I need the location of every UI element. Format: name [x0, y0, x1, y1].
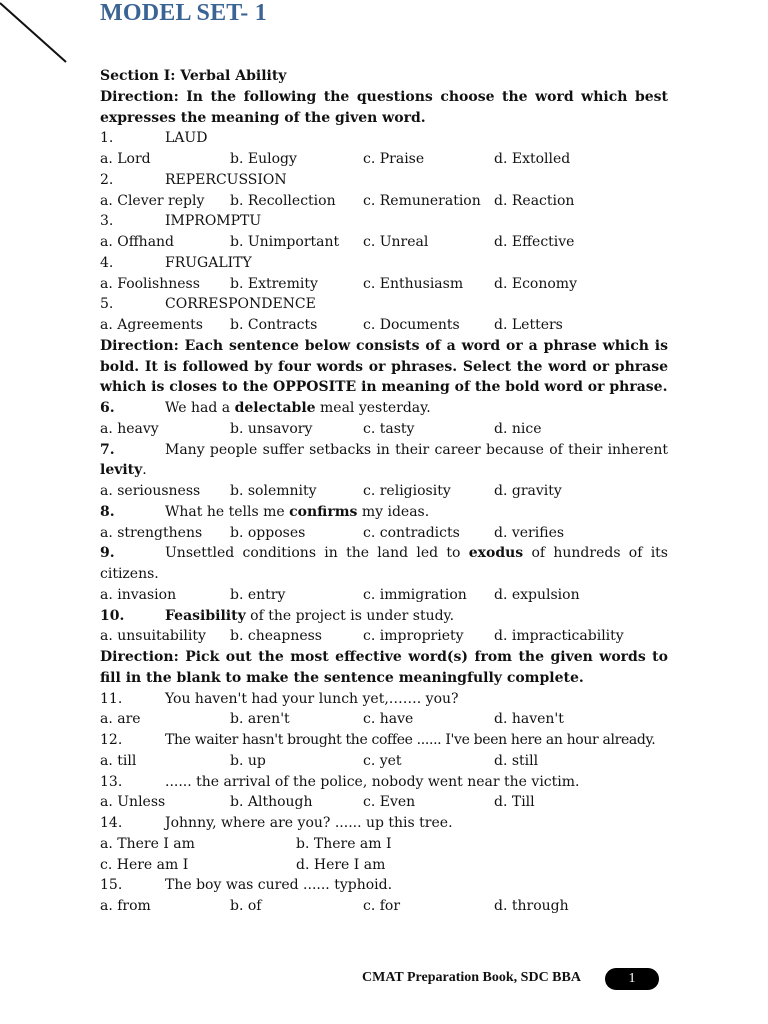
- corner-decoration-line: [0, 0, 70, 70]
- option-d: d. Till: [494, 794, 535, 811]
- question-7-continuation: levity.: [100, 462, 147, 479]
- question-7: 7. Many people suffer setbacks in their career because of their inherent: [100, 441, 668, 458]
- option-b: b. Eulogy: [230, 151, 297, 167]
- document-body: [100, 66, 668, 917]
- question-3-options: [100, 232, 668, 253]
- question-7-options: [100, 481, 668, 502]
- bold-word: Feasibility: [165, 607, 246, 624]
- question-13-options: [100, 792, 668, 813]
- option-c: c. religiosity: [363, 483, 451, 499]
- question-11: 11. You haven't had your lunch yet,……. you?: [100, 690, 459, 707]
- direction-fill-blank: Direction: Pick out the most effective word(s) from the given words to fill in the blank to make the sentence meaningfully complete.: [100, 649, 668, 686]
- question-4: 4. FRUGALITY: [100, 254, 252, 271]
- question-14-options-row1: [100, 834, 668, 855]
- option-b: b. Contracts: [230, 317, 318, 333]
- option-d: d. Extolled: [494, 151, 571, 167]
- option-d: d. Reaction: [494, 192, 575, 209]
- bold-word: levity: [100, 462, 143, 479]
- option-b: b. aren't: [230, 711, 290, 728]
- page-title: MODEL SET- 1: [100, 0, 267, 26]
- bold-word: exodus: [468, 545, 524, 562]
- question-13: 13. ...... the arrival of the police, nobody went near the victim.: [100, 773, 580, 790]
- option-a: a. Offhand: [100, 234, 175, 250]
- option-d: d. expulsion: [494, 586, 580, 603]
- option-a: a. heavy: [100, 420, 159, 437]
- question-4-options: [100, 274, 668, 295]
- option-a: a. Clever reply: [100, 192, 205, 209]
- option-d: d. Economy: [494, 275, 577, 292]
- option-c: c. Enthusiasm: [363, 275, 464, 292]
- option-a: a. seriousness: [100, 483, 201, 499]
- option-b: b. of: [230, 898, 262, 914]
- question-12-options: [100, 751, 668, 772]
- option-b: b. unsavory: [230, 420, 313, 437]
- option-d: d. Letters: [494, 317, 563, 333]
- option-c: c. contradicts: [363, 524, 460, 541]
- option-b: b. Unimportant: [230, 234, 340, 250]
- option-b: b. opposes: [230, 524, 306, 541]
- direction-synonyms: Direction: In the following the questions choose the word which best expresses the meaning of the given word.: [100, 88, 668, 126]
- option-c: c. immigration: [363, 586, 467, 603]
- option-d: d. haven't: [494, 711, 564, 728]
- option-d: d. impracticability: [494, 628, 624, 645]
- option-a: a. invasion: [100, 586, 177, 603]
- question-8: 8. What he tells me confirms my ideas.: [100, 503, 430, 520]
- option-a: a. are: [100, 711, 141, 728]
- page-number-badge: 1: [605, 968, 659, 990]
- option-d: d. Here I am: [296, 856, 386, 873]
- option-a: a. There I am: [100, 835, 195, 852]
- question-12: 12. The waiter hasn't brought the coffee ...... I've been here an hour already.: [100, 732, 656, 748]
- option-d: d. Effective: [494, 234, 575, 250]
- option-a: a. Agreements: [100, 317, 203, 333]
- question-2-options: [100, 191, 668, 212]
- option-d: d. gravity: [494, 483, 562, 499]
- question-5: 5. CORRESPONDENCE: [100, 296, 316, 313]
- option-c: c. tasty: [363, 420, 415, 437]
- question-1: 1. LAUD: [100, 130, 208, 147]
- option-a: a. Lord: [100, 151, 151, 167]
- question-8-options: [100, 523, 668, 544]
- option-c: c. Unreal: [363, 234, 429, 250]
- direction-antonyms: Direction: Each sentence below consists of a word or a phrase which is bold. It is followed by four words or phrases. Select the word or phrase which is closes to the OPPOSITE in meaning of the bold word or phrase.: [100, 337, 668, 396]
- question-9-options: [100, 585, 668, 606]
- question-3: 3. IMPROMPTU: [100, 213, 262, 230]
- option-c: c. Praise: [363, 151, 425, 167]
- question-15: 15. The boy was cured ...... typhoid.: [100, 877, 393, 894]
- option-c: c. yet: [363, 752, 402, 769]
- option-c: c. Here am I: [100, 856, 189, 873]
- option-d: d. nice: [494, 420, 542, 437]
- section-heading: Section I: Verbal Ability: [100, 68, 287, 84]
- question-6: 6. We had a delectable meal yesterday.: [100, 400, 431, 416]
- question-11-options: [100, 709, 668, 730]
- question-6-options: [100, 419, 668, 440]
- option-c: c. Remuneration: [363, 192, 481, 209]
- option-c: c. impropriety: [363, 628, 464, 645]
- option-b: b. up: [230, 752, 266, 769]
- option-d: d. through: [494, 898, 569, 914]
- question-5-options: [100, 315, 668, 336]
- option-c: c. have: [363, 711, 414, 728]
- option-a: a. from: [100, 898, 151, 914]
- question-10: 10. Feasibility of the project is under study.: [100, 607, 455, 624]
- option-b: b. entry: [230, 586, 286, 603]
- question-9: 9. Unsettled conditions in the land led to exodus of hundreds of its: [100, 545, 668, 562]
- question-14-options-row2: [100, 855, 668, 876]
- option-d: d. still: [494, 752, 539, 769]
- option-a: a. till: [100, 752, 137, 769]
- question-2: 2. REPERCUSSION: [100, 171, 287, 188]
- option-a: a. Foolishness: [100, 275, 200, 292]
- option-c: c. for: [363, 898, 401, 914]
- option-d: d. verifies: [494, 524, 565, 541]
- question-1-options: [100, 149, 668, 170]
- option-a: a. unsuitability: [100, 628, 206, 645]
- question-9-continuation: citizens.: [100, 566, 159, 582]
- option-a: a. Unless: [100, 794, 166, 811]
- question-15-options: [100, 896, 668, 917]
- question-14: 14. Johnny, where are you? ...... up this tree.: [100, 815, 453, 831]
- option-b: b. Although: [230, 794, 313, 811]
- option-b: b. cheapness: [230, 628, 322, 645]
- question-10-options: [100, 626, 668, 647]
- option-b: b. solemnity: [230, 483, 317, 499]
- option-c: c. Even: [363, 794, 416, 811]
- option-c: c. Documents: [363, 317, 460, 333]
- option-b: b. Extremity: [230, 275, 318, 292]
- bold-word: delectable: [234, 400, 316, 416]
- bold-word: confirms: [289, 503, 358, 520]
- option-b: b. Recollection: [230, 192, 336, 209]
- footer-book-title: CMAT Preparation Book, SDC BBA: [362, 970, 581, 985]
- option-b: b. There am I: [296, 835, 392, 852]
- option-a: a. strengthens: [100, 524, 203, 541]
